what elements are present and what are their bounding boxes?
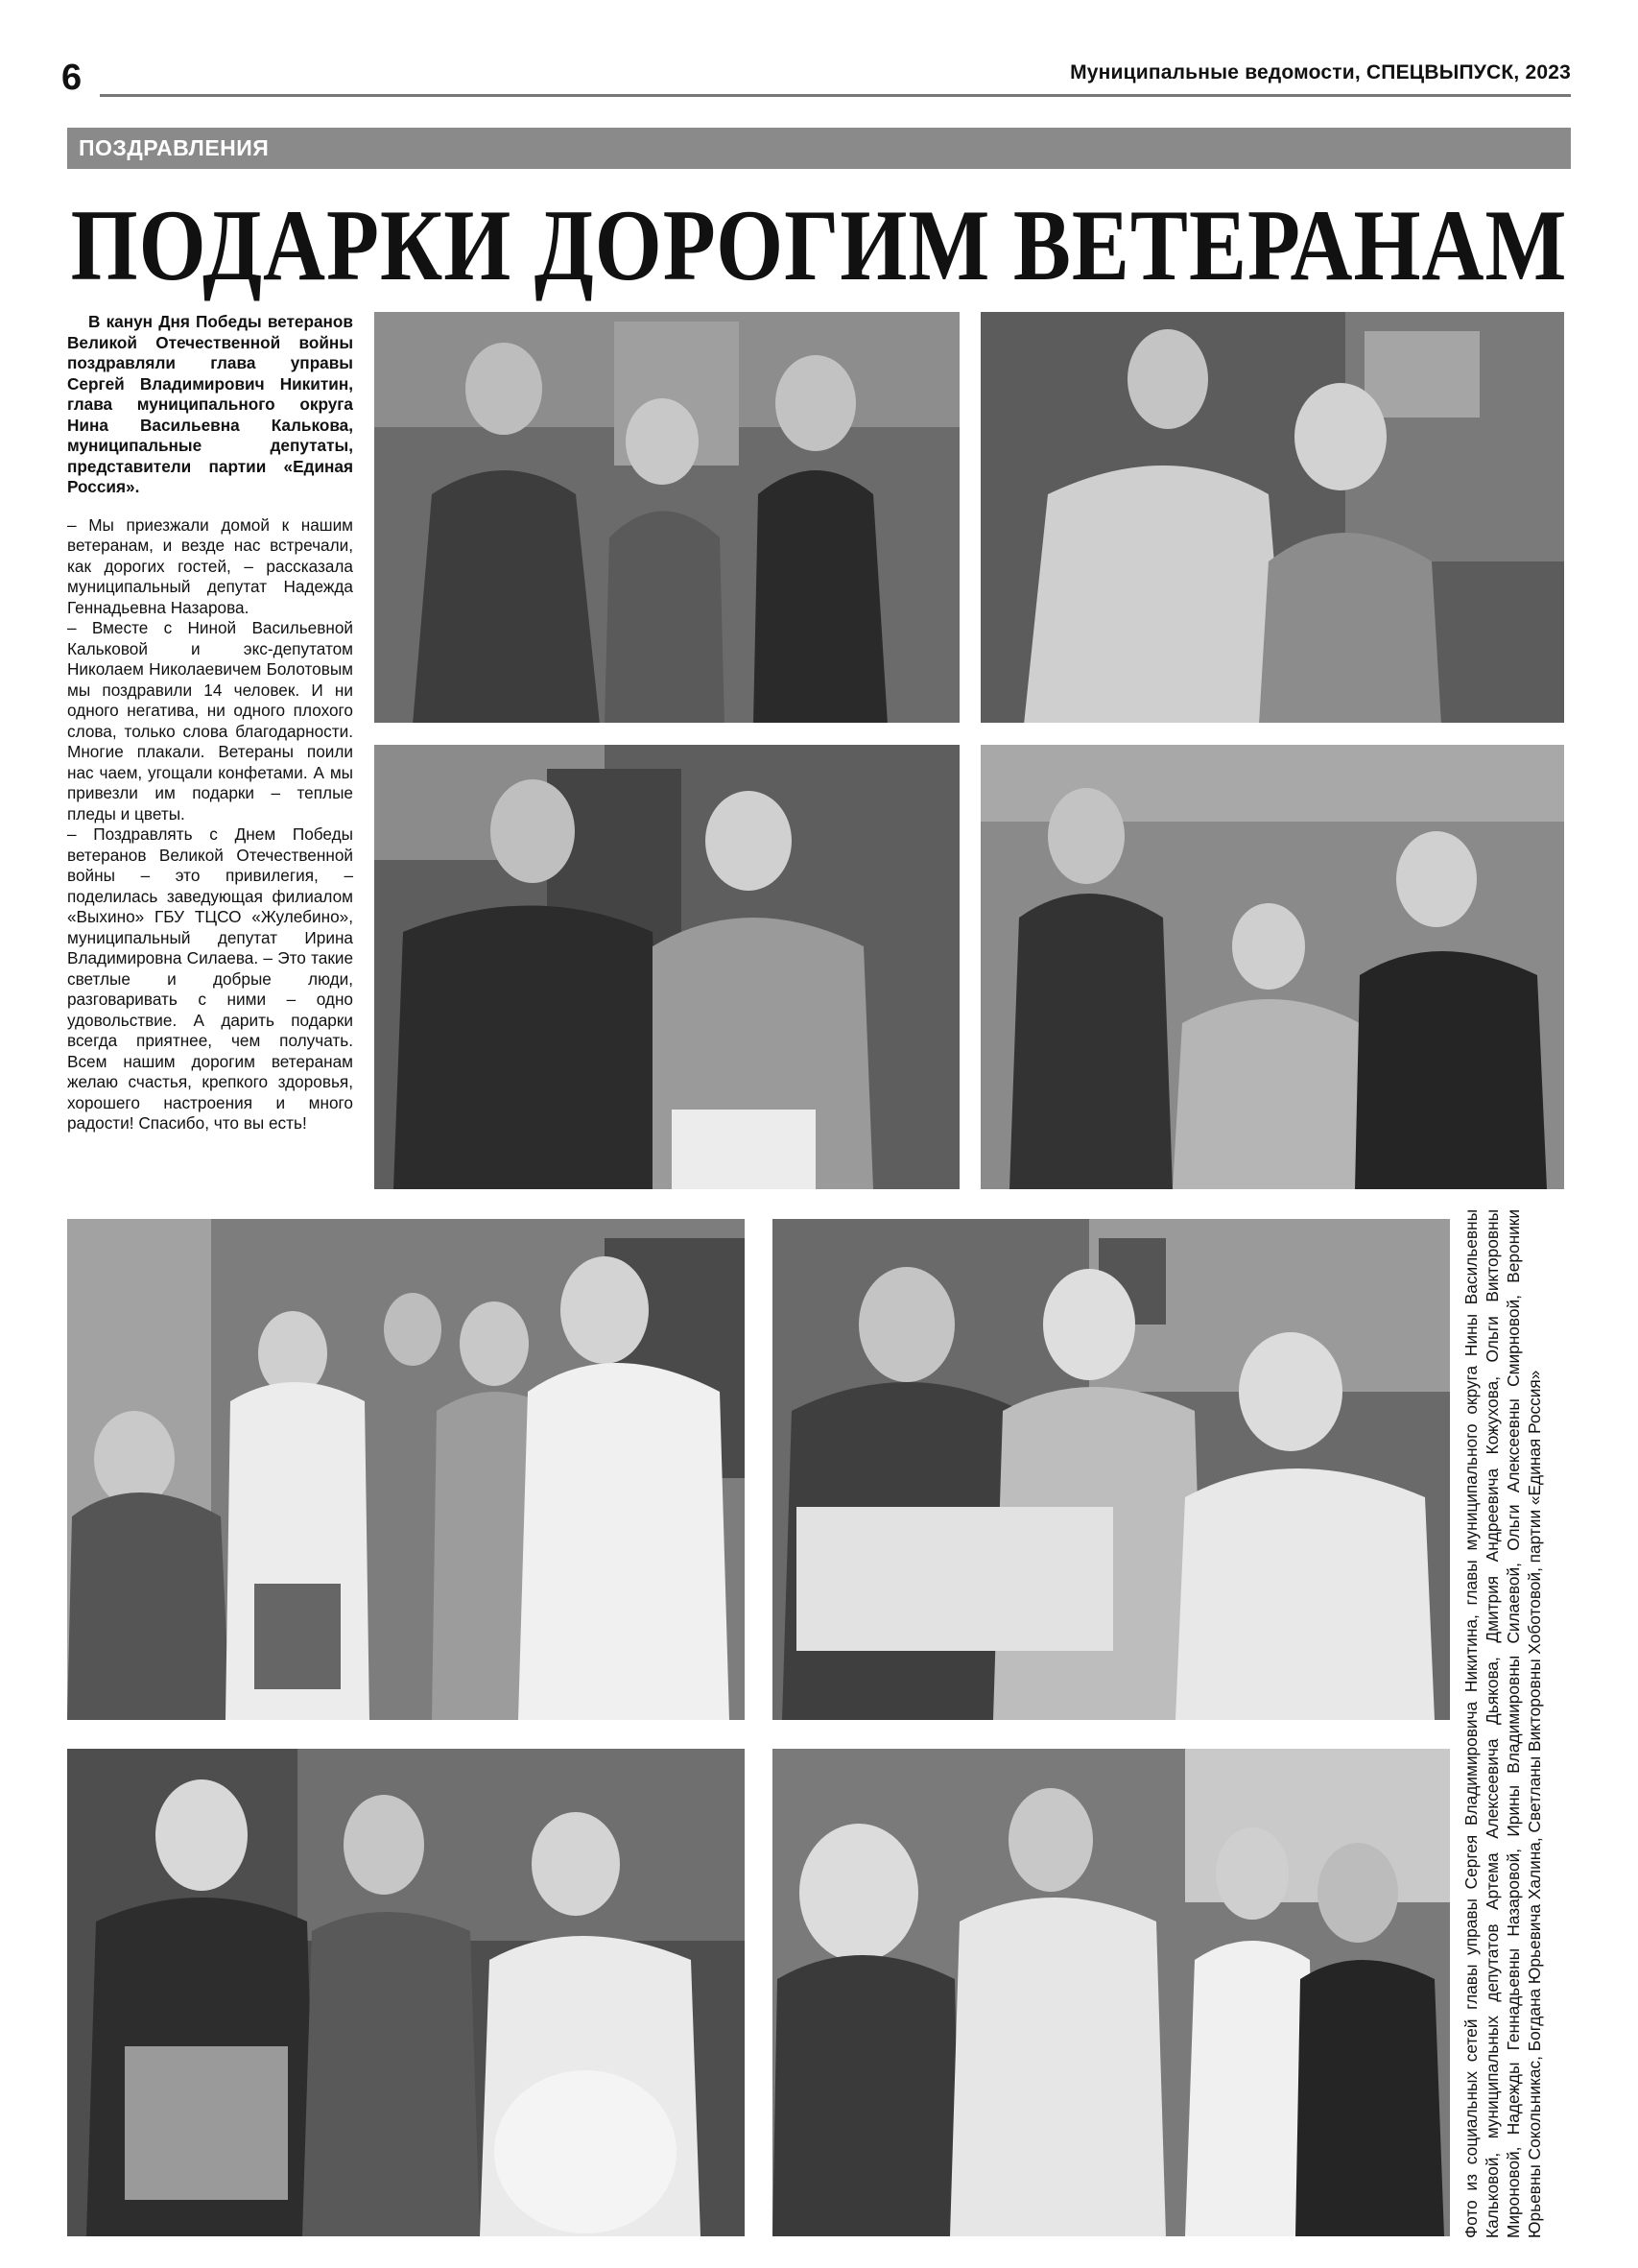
article-body (67, 312, 353, 1134)
photo-caption: Фото из социальных сетей главы управы Сергея Владимировича Никитина, главы муниципального округа Нины Васильевны Кальковой, муниципальных депутатов Артема Алексеевича Дьякова, Дмитрия Андреевича Кожухова, Ольги Викторовны Мироновой, Надежды Геннадьевны Назаровой, Ирины Владимировны Силаевой, Ольги Алексеевны Смирновой, Вероники Юрьевны Сокольникас, Богдана Юрьевича Халина, Светланы Викторовны Хоботовой, партии «Единая Россия» (1461, 1209, 1544, 2238)
photo-1 (374, 312, 960, 723)
article-paragraph: – Вместе с Ниной Васильевной Кальковой и экс-депутатом Николаем Николаевичем Болотовым мы поздравили 14 человек. И ни одного негатива, ни одного плохого слова, только слова благодарности. Многие плакали. Ветераны поили нас чаем, угощали конфетами. А мы привезли им подарки – теплые пледы и цветы. (67, 618, 353, 824)
section-label: ПОЗДРАВЛЕНИЯ (79, 135, 270, 160)
page-number: 6 (61, 58, 83, 98)
article-paragraph: – Поздравлять с Днем Победы ветеранов Великой Отечественной войны – это привилегия, – поделилась заведующая филиалом «Выхино» ГБУ ТЦСО «Жулебино», муниципальный депутат Ирина Владимировна Силаева. – Это такие светлые и добрые люди, разговаривать с ними – одно удовольствие. А дарить подарки всегда приятнее, чем получать. Всем нашим дорогим ветеранам желаю счастья, крепкого здоровья, хорошего настроения и много радости! Спасибо, что вы есть! (67, 824, 353, 1133)
photo-2 (981, 312, 1564, 723)
photo-6 (772, 1219, 1450, 1720)
publication-name: Муниципальные ведомости, СПЕЦВЫПУСК, 2023 (1070, 61, 1571, 84)
headline: ПОДАРКИ ДОРОГИМ ВЕТЕРАНАМ (70, 189, 1568, 302)
header-rule (100, 94, 1571, 97)
photo-5 (67, 1219, 745, 1720)
article-lead: В канун Дня Победы ветеранов Великой Отечественной войны поздравляли глава управы Сергей Владимирович Никитин, глава муниципального округа Нина Васильевна Калькова, муниципальные депутаты, представители партии «Единая Россия». (67, 312, 353, 496)
photo-8 (772, 1749, 1450, 2236)
photo-7 (67, 1749, 745, 2236)
section-bar (67, 128, 1571, 169)
photo-3 (374, 745, 960, 1189)
article-paragraph: – Мы приезжали домой к нашим ветеранам, и везде нас встречали, как дорогих гостей, – рассказала муниципальный депутат Надежда Геннадьевна Назарова. (67, 514, 353, 617)
photo-4 (981, 745, 1564, 1189)
